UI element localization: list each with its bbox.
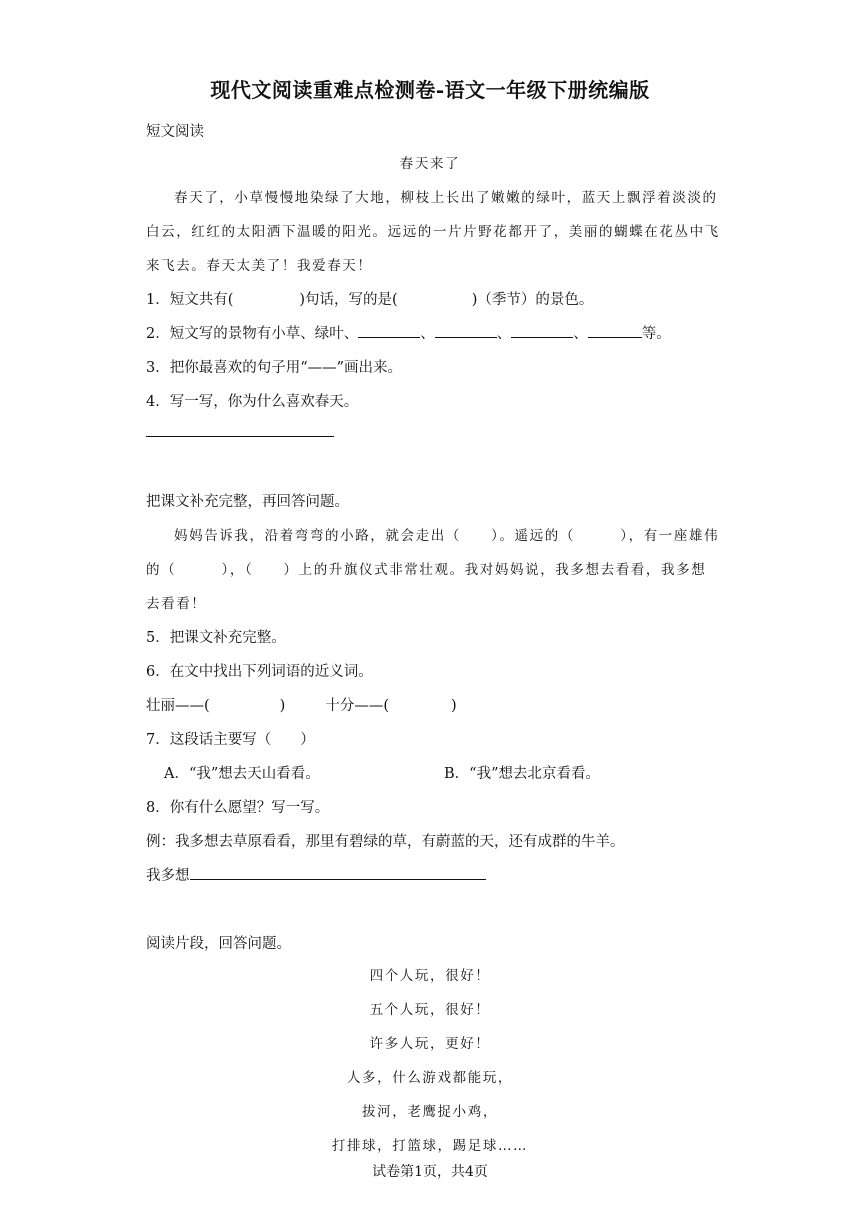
separator: 、 <box>573 326 588 342</box>
passage-title: 春天来了 <box>399 156 461 172</box>
passage-line-1: 春天了，小草慢慢地染绿了大地，柳枝上长出了嫩嫩的绿叶，蓝天上飘浮着淡淡的 <box>174 190 718 206</box>
passage2-line-2: 的（ ），（ ）上的升旗仪式非常壮观。我对妈妈说，我多想去看看，我多想 <box>146 562 707 578</box>
synonym-item-2: 十分——( <box>325 698 390 714</box>
page-footer: 试卷第1页，共4页 <box>372 1164 488 1180</box>
separator: 、 <box>420 326 435 342</box>
poem-line-4: 人多，什么游戏都能玩， <box>346 1070 514 1086</box>
answer-blank[interactable] <box>588 323 642 338</box>
passage-line-2: 白云，红红的太阳洒下温暖的阳光。远远的一片片野花都开了，美丽的蝴蝶在花丛中飞 <box>146 224 720 240</box>
answer-blank[interactable] <box>190 865 486 880</box>
answer-blank[interactable] <box>511 323 573 338</box>
question-6: 6．在文中找出下列词语的近义词。 <box>146 664 373 680</box>
option-b[interactable]: B．“我”想去北京看看。 <box>444 766 600 782</box>
section-heading-short-reading: 短文阅读 <box>146 124 204 140</box>
page-title: 现代文阅读重难点检测卷-语文一年级下册统编版 <box>210 78 650 102</box>
bracket-close: ) <box>279 698 286 714</box>
passage-line-3: 来飞去。春天太美了！我爱春天！ <box>146 258 373 274</box>
question-1-part-c: )（季节）的景色。 <box>471 292 594 308</box>
option-a[interactable]: A．“我”想去天山看看。 <box>164 766 320 782</box>
question-1-part-b: )句话，写的是( <box>299 292 398 308</box>
question-6-items <box>146 694 457 715</box>
poem-line-3: 许多人玩，更好！ <box>369 1036 491 1052</box>
question-3: 3．把你最喜欢的句子用“——”画出来。 <box>146 360 403 376</box>
poem-line-1: 四个人玩，很好！ <box>369 968 491 984</box>
section-heading-read-fragment: 阅读片段，回答问题。 <box>146 936 291 952</box>
question-5: 5．把课文补充完整。 <box>146 630 286 646</box>
example-text: 例：我多想去草原看看，那里有碧绿的草，有蔚蓝的天，还有成群的牛羊。 <box>146 834 625 850</box>
section-heading-complete-text: 把课文补充完整，再回答问题。 <box>146 494 349 510</box>
question-1-part-a: 1．短文共有( <box>146 292 234 308</box>
question-1 <box>146 288 593 309</box>
synonym-item-1: 壮丽——( <box>146 698 210 714</box>
passage2-line-3: 去看看！ <box>146 596 207 612</box>
answer-blank[interactable] <box>358 323 420 338</box>
wish-prompt-text: 我多想 <box>146 868 190 884</box>
poem-line-6: 打排球，打篮球，踢足球…… <box>331 1138 529 1154</box>
wish-prompt <box>146 864 486 885</box>
passage2-line-1: 妈妈告诉我，沿着弯弯的小路，就会走出（ ）。遥远的（ ），有一座雄伟 <box>174 528 720 544</box>
question-2 <box>146 322 671 343</box>
question-7: 7．这段话主要写（ ） <box>146 732 315 748</box>
answer-blank[interactable] <box>435 323 497 338</box>
answer-line[interactable] <box>146 436 334 437</box>
question-8: 8．你有什么愿望？写一写。 <box>146 800 330 816</box>
separator: 、 <box>496 326 512 342</box>
poem-line-2: 五个人玩，很好！ <box>369 1002 491 1018</box>
poem-line-5: 拔河，老鹰捉小鸡， <box>362 1104 498 1120</box>
bracket-close: ) <box>451 698 457 714</box>
question-2-text: 2．短文写的景物有小草、绿叶、 <box>146 326 359 342</box>
question-4: 4．写一写，你为什么喜欢春天。 <box>146 394 359 410</box>
question-2-end: 等。 <box>641 326 671 342</box>
